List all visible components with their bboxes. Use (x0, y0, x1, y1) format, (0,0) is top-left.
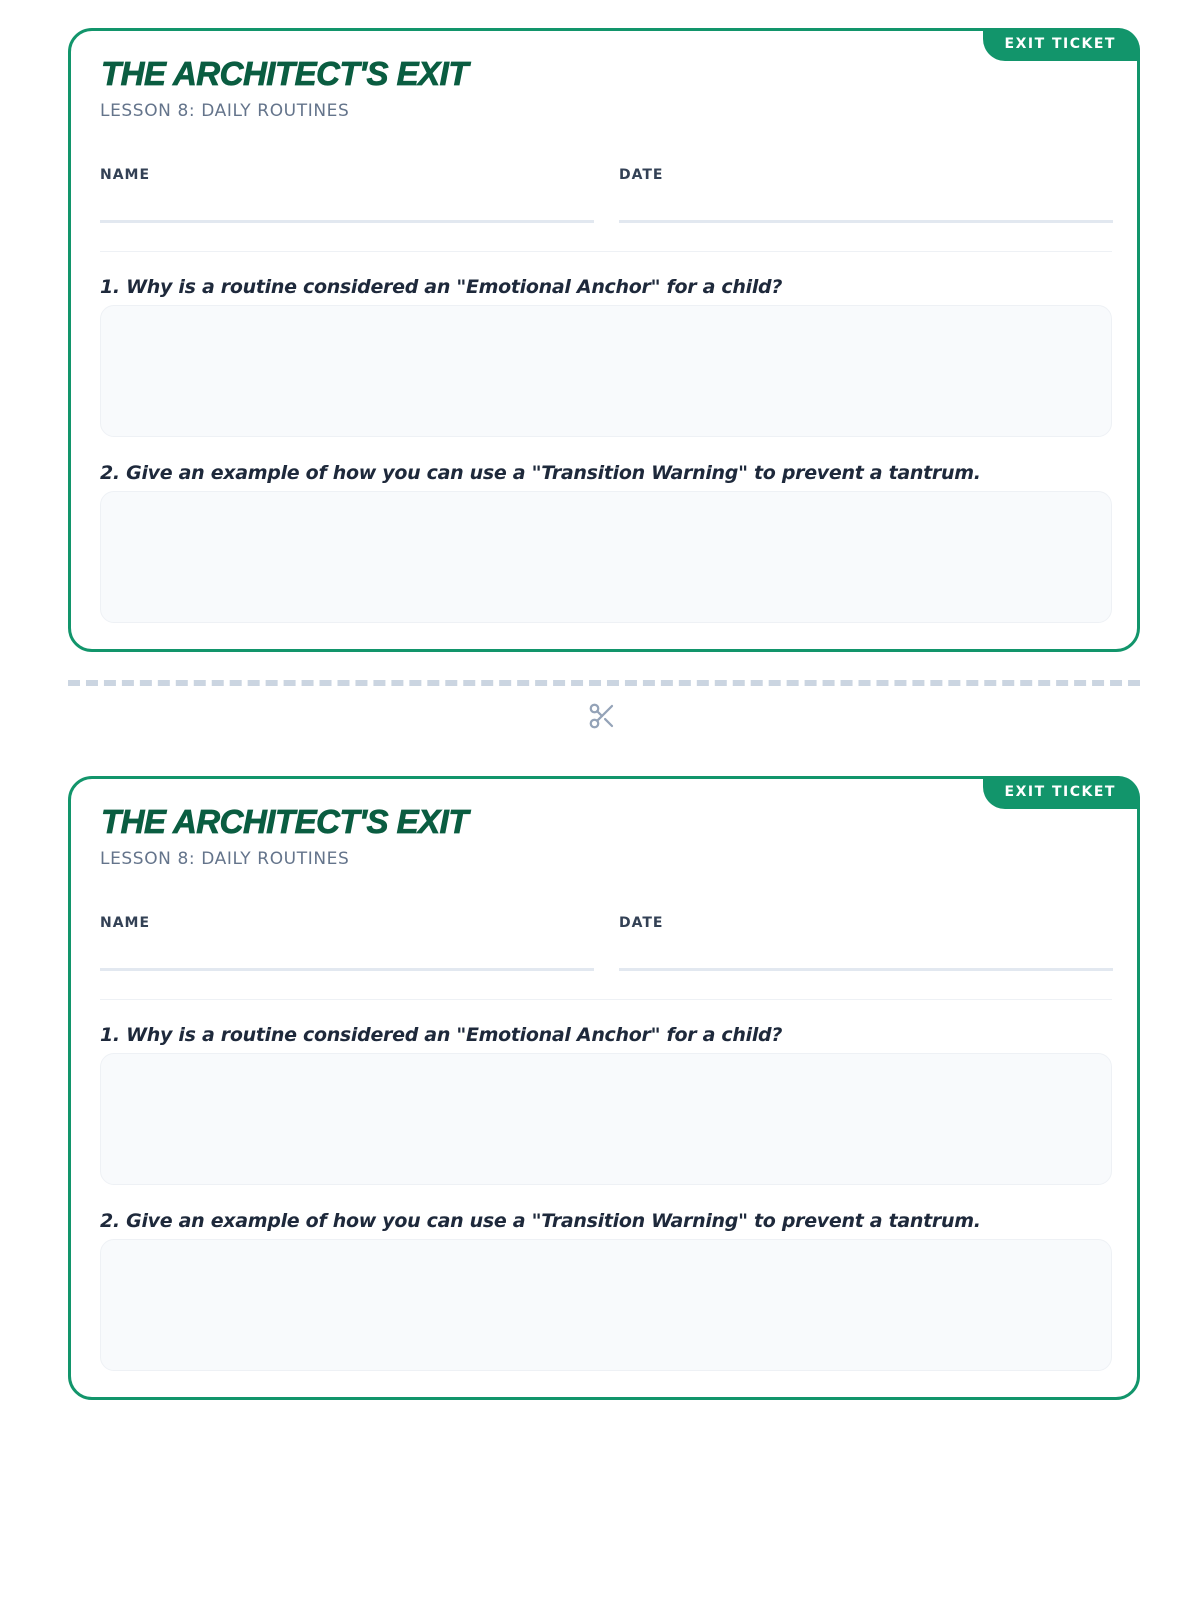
name-field[interactable] (100, 167, 594, 183)
section-divider (100, 999, 1112, 1000)
name-field[interactable] (100, 915, 594, 931)
date-label: DATE (619, 167, 664, 183)
lesson-subtitle: LESSON 8: DAILY ROUTINES (100, 849, 350, 869)
name-write-line[interactable] (100, 968, 594, 971)
cut-line (68, 680, 1140, 686)
ticket-title: THE ARCHITECT'S EXIT (101, 55, 468, 92)
answer-box-1[interactable] (100, 1053, 1112, 1185)
date-write-line[interactable] (619, 220, 1113, 223)
section-divider (100, 251, 1112, 252)
date-write-line[interactable] (619, 968, 1113, 971)
answer-box-2[interactable] (100, 491, 1112, 623)
exit-ticket-card (68, 28, 1140, 652)
scissors-icon (587, 701, 617, 731)
name-label: NAME (100, 167, 151, 183)
question-2: 2. Give an example of how you can use a "Transition Warning" to prevent a tantrum. (100, 462, 981, 484)
exit-ticket-card (68, 776, 1140, 1400)
question-1: 1. Why is a routine considered an "Emotional Anchor" for a child? (100, 1024, 783, 1046)
date-field[interactable] (619, 167, 1113, 183)
question-1: 1. Why is a routine considered an "Emotional Anchor" for a child? (100, 276, 783, 298)
exit-ticket-badge: EXIT TICKET (983, 776, 1141, 809)
exit-ticket-badge: EXIT TICKET (983, 28, 1141, 61)
name-label: NAME (100, 915, 151, 931)
date-label: DATE (619, 915, 664, 931)
name-write-line[interactable] (100, 220, 594, 223)
ticket-title: THE ARCHITECT'S EXIT (101, 803, 468, 840)
answer-box-2[interactable] (100, 1239, 1112, 1371)
answer-box-1[interactable] (100, 305, 1112, 437)
question-2: 2. Give an example of how you can use a "Transition Warning" to prevent a tantrum. (100, 1210, 981, 1232)
date-field[interactable] (619, 915, 1113, 931)
lesson-subtitle: LESSON 8: DAILY ROUTINES (100, 101, 350, 121)
